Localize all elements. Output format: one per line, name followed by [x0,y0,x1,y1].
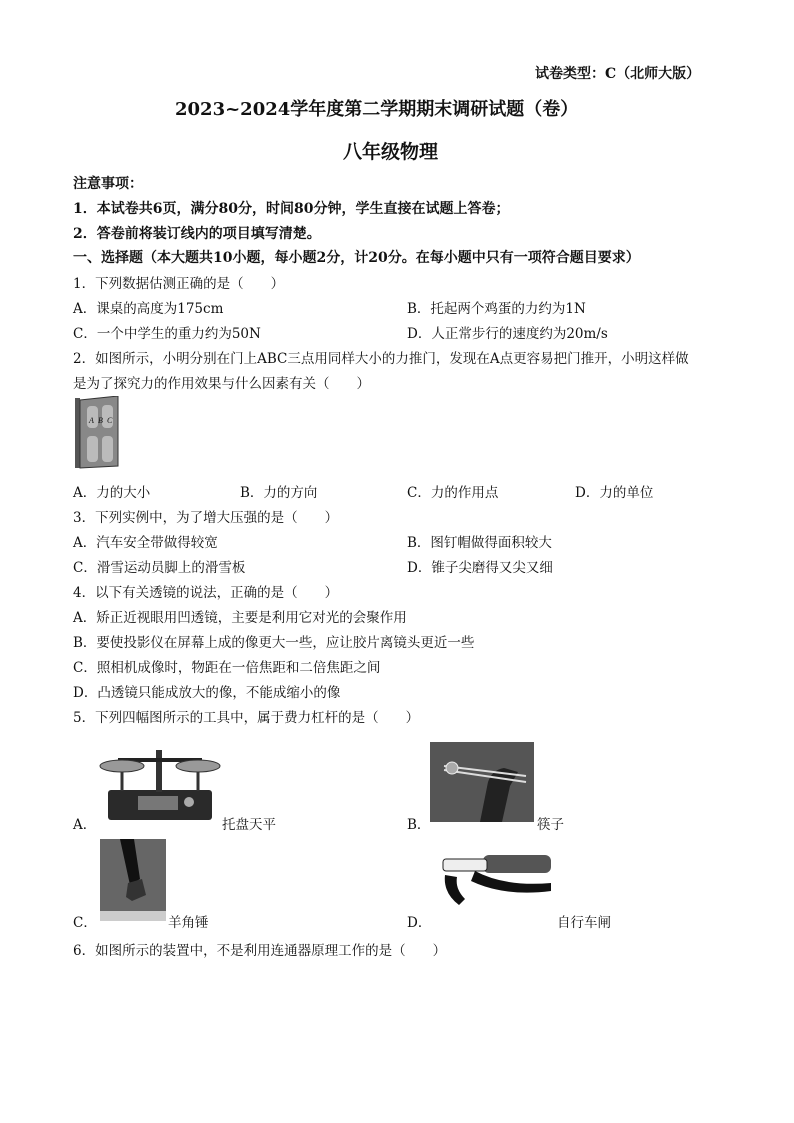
question-6-stem: 6．如图所示的装置中，不是利用连通器原理工作的是（ ） [73,943,447,959]
q4-option-c: C．照相机成像时，物距在一倍焦距和二倍焦距之间 [73,660,381,676]
balance-pillar [156,750,162,792]
note-item-1: 1．本试卷共6页，满分80分，时间80分钟，学生直接在试题上答卷； [73,201,510,217]
question-4-stem: 4．以下有关透镜的说法，正确的是（ ） [73,585,339,601]
q3-option-c: C．滑雪运动员脚上的滑雪板 [73,560,246,576]
q2-option-a: A．力的大小 [73,485,151,501]
bike-brake-image [435,853,555,917]
question-2-stem-line2: 是为了探究力的作用效果与什么因素有关（ ） [73,376,370,392]
door-panel-bottom-left [87,436,98,462]
q1-option-a: A．课桌的高度为175cm [73,301,224,317]
door-panel-bottom-right [102,436,113,462]
note-item-2: 2．答卷前将装订线内的项目填写清楚。 [73,226,321,242]
balance-left-pan [100,760,144,772]
door-frame [75,398,80,468]
q4-option-d: D．凸透镜只能成放大的像，不能成缩小的像 [73,685,341,701]
hammer-board [100,911,166,921]
question-5-stem: 5．下列四幅图所示的工具中，属于费力杠杆的是（ ） [73,710,420,726]
chopsticks-background [430,742,534,822]
exam-title: 2023~2024学年度第二学期期末调研试题（卷） [175,99,579,120]
q4-option-b: B．要使投影仪在屏幕上成的像更大一些，应让胶片离镜头更近一些 [73,635,475,651]
q3-option-d: D．锥子尖磨得又尖又细 [407,560,553,576]
q5-option-a-caption: 托盘天平 [222,817,276,833]
q5-option-b-letter: B． [407,817,431,833]
balance-image [98,736,222,824]
paper-type: 试卷类型：C（北师大版） [535,66,701,82]
q1-option-c: C．一个中学生的重力约为50N [73,326,261,342]
q2-option-b: B．力的方向 [240,485,318,501]
q1-option-d: D．人正常步行的速度约为20m/s [407,326,608,342]
claw-hammer-image [100,839,166,923]
q5-option-c-letter: C． [73,915,97,931]
question-3-stem: 3．下列实例中，为了增大压强的是（ ） [73,510,339,526]
balance-knob [184,797,194,807]
door-label-c: C [107,416,113,425]
q2-option-d: D．力的单位 [575,485,654,501]
q5-option-a-letter: A． [73,817,97,833]
question-1-stem: 1．下列数据估测正确的是（ ） [73,276,285,292]
q3-option-b: B．图钉帽做得面积较大 [407,535,552,551]
notes-heading: 注意事项： [73,176,143,192]
q5-option-b-caption: 筷子 [537,817,564,833]
section-heading: 一、选择题（本大题共10小题，每小题2分，计20分。在每小题中只有一项符合题目要求） [73,250,640,266]
brake-mount [443,859,487,871]
brake-lever [471,871,551,893]
q2-option-c: C．力的作用点 [407,485,499,501]
q4-option-a: A．矫正近视眼用凹透镜，主要是利用它对光的会聚作用 [73,610,407,626]
q5-option-c-caption: 羊角锤 [168,915,209,931]
chopsticks-image [430,742,534,822]
brake-handle-grip [483,855,551,873]
balance-right-pan [176,760,220,772]
brake-cable-holder [445,875,465,905]
door-figure [74,396,122,470]
balance-scale-plate [138,796,178,810]
q1-option-b: B．托起两个鸡蛋的力约为1N [407,301,586,317]
chopsticks-food [446,762,458,774]
door-label-a: A [89,416,94,425]
q5-option-d-caption: 自行车闸 [557,915,611,931]
q3-option-a: A．汽车安全带做得较宽 [73,535,218,551]
question-2-stem-line1: 2．如图所示，小明分别在门上ABC三点用同样大小的力推门，发现在A点更容易把门推开，小明这样做 [73,351,689,367]
subject-title: 八年级物理 [343,141,439,163]
door-label-b: B [98,416,103,425]
q5-option-d-letter: D． [407,915,432,931]
